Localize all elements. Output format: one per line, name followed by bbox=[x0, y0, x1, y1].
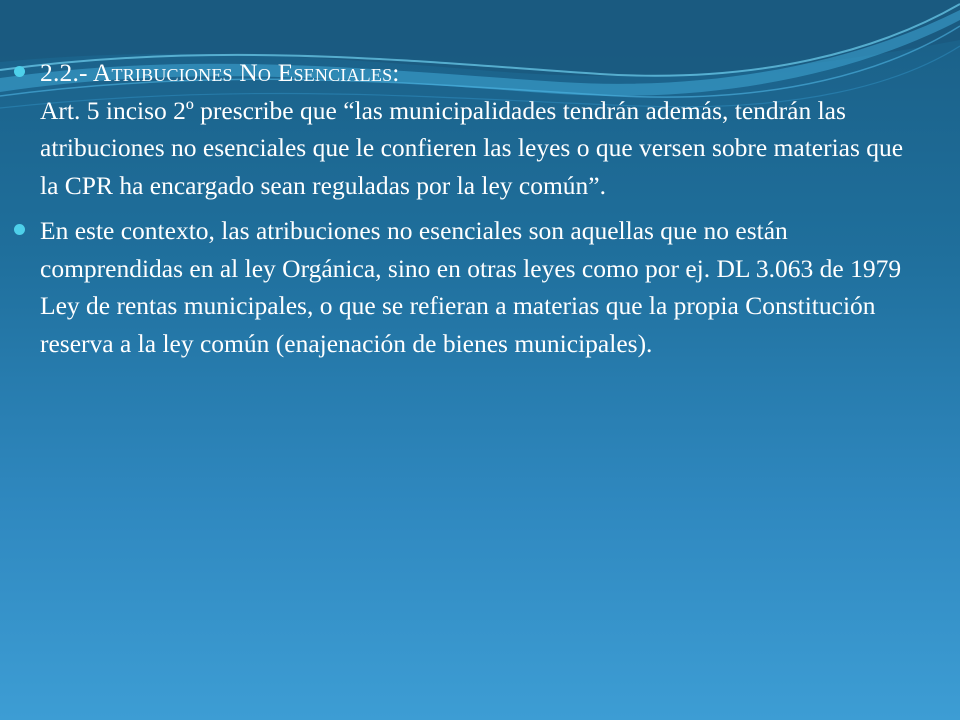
section-heading: 2.2.- Atribuciones No Esenciales: bbox=[40, 58, 400, 87]
bullet-text: En este contexto, las atribuciones no esenciales son aquellas que no están comprendidas en al ley Orgánica, sino en otras leyes como por ej. DL 3.063 de 1979 Ley de rentas municipales, o que se refieran a materias que la propia Constitución reserva a la ley común (enajenación de bienes municipales). bbox=[40, 216, 902, 358]
bullet-dot-icon bbox=[14, 224, 25, 235]
bullet-text: Art. 5 inciso 2º prescribe que “las municipalidades tendrán además, tendrán las atribuciones no esenciales que le confieren las leyes o que versen sobre materias que la CPR ha encargado sean reguladas por la ley común”. bbox=[40, 95, 904, 200]
bullet-item-atribuciones bbox=[14, 54, 914, 204]
slide-content bbox=[14, 54, 914, 370]
bullet-item-contexto bbox=[14, 212, 914, 362]
bullet-dot-icon bbox=[14, 66, 25, 77]
